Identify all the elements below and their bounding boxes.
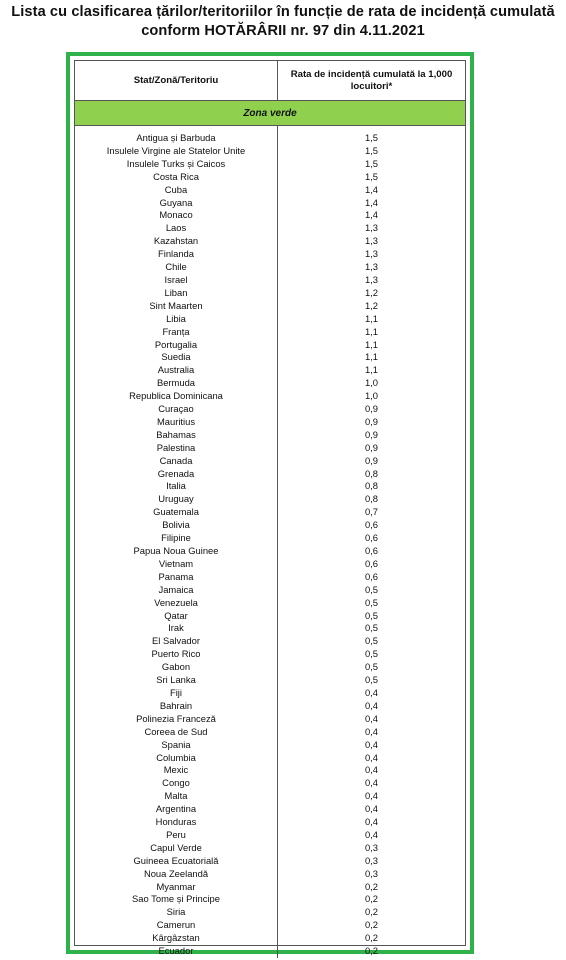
table-row: [75, 222, 465, 235]
country-cell: Coreea de Sud: [75, 726, 278, 739]
country-cell: Grenada: [75, 468, 278, 481]
table-row: [75, 545, 465, 558]
table-row: [75, 932, 465, 945]
rate-cell: 0,6: [364, 532, 379, 544]
table-row: [75, 364, 465, 377]
rate-cell: 1,3: [364, 261, 379, 273]
table-row: [75, 300, 465, 313]
rate-cell: 0,2: [364, 945, 379, 957]
rate-cell: 0,5: [364, 583, 379, 595]
country-cell: Curaçao: [75, 403, 278, 416]
rate-cell: 0,5: [364, 609, 379, 621]
table-row: [75, 610, 465, 623]
table-row: [75, 339, 465, 352]
rate-cell: 0,4: [364, 725, 379, 737]
rate-cell: 0,4: [364, 790, 379, 802]
table-row: [75, 648, 465, 661]
table-header: [75, 61, 465, 101]
rate-cell: 1,1: [364, 325, 379, 337]
rate-cell: 1,5: [364, 170, 379, 182]
rate-cell: 0,6: [364, 557, 379, 569]
rate-cell: 1,3: [364, 248, 379, 260]
table-row: [75, 829, 465, 842]
rate-cell: 0,2: [364, 906, 379, 918]
table-row: [75, 390, 465, 403]
table-row: [75, 261, 465, 274]
rate-cell: 1,4: [364, 209, 379, 221]
country-cell: Vietnam: [75, 558, 278, 571]
column-header-rate: Rata de incidență cumulată la 1,000 locuitori*: [290, 68, 453, 92]
rate-cell: 1,4: [364, 183, 379, 195]
country-cell: Australia: [75, 364, 278, 377]
country-cell: Argentina: [75, 803, 278, 816]
table-row: [75, 351, 465, 364]
country-cell: Liban: [75, 287, 278, 300]
table-row: [75, 571, 465, 584]
country-cell: Myanmar: [75, 881, 278, 894]
country-cell: Fiji: [75, 687, 278, 700]
rate-cell: 0,3: [364, 867, 379, 879]
country-cell: Republica Dominicana: [75, 390, 278, 403]
table-row: [75, 906, 465, 919]
country-cell: Spania: [75, 739, 278, 752]
rate-cell: 1,5: [364, 132, 379, 143]
rate-cell: 0,4: [364, 803, 379, 815]
rate-cell: 0,9: [364, 403, 379, 415]
table-row: [75, 416, 465, 429]
table-row: [75, 506, 465, 519]
rate-cell: 1,1: [364, 338, 379, 350]
country-cell: Franța: [75, 326, 278, 339]
country-cell: Guyana: [75, 197, 278, 210]
table-row: [75, 739, 465, 752]
table-row: [75, 726, 465, 739]
table-row: [75, 713, 465, 726]
country-cell: Polinezia Franceză: [75, 713, 278, 726]
table-row: [75, 171, 465, 184]
table-row: [75, 777, 465, 790]
table-body: [75, 132, 465, 958]
country-cell: Congo: [75, 777, 278, 790]
country-cell: Bolivia: [75, 519, 278, 532]
country-cell: Jamaica: [75, 584, 278, 597]
country-cell: Bahrain: [75, 700, 278, 713]
rate-cell: 1,3: [364, 235, 379, 247]
table-row: [75, 584, 465, 597]
table-row: [75, 132, 465, 145]
table-row: [75, 597, 465, 610]
table-row: [75, 145, 465, 158]
table-row: [75, 868, 465, 881]
country-cell: Antigua și Barbuda: [75, 132, 278, 145]
table-row: [75, 855, 465, 868]
rate-cell: 1,2: [364, 286, 379, 298]
rate-cell: 1,2: [364, 299, 379, 311]
table-row: [75, 816, 465, 829]
table-row: [75, 455, 465, 468]
rate-cell: 0,2: [364, 893, 379, 905]
country-cell: Laos: [75, 222, 278, 235]
table-row: [75, 519, 465, 532]
rate-cell: 1,1: [364, 312, 379, 324]
rate-cell: 0,4: [364, 828, 379, 840]
country-cell: Bahamas: [75, 429, 278, 442]
rate-cell: 0,4: [364, 686, 379, 698]
country-cell: Monaco: [75, 209, 278, 222]
table-row: [75, 532, 465, 545]
country-cell: Noua Zeelandă: [75, 868, 278, 881]
rate-cell: 0,7: [364, 506, 379, 518]
rate-cell: 0,4: [364, 764, 379, 776]
table-row: [75, 752, 465, 765]
rate-cell: 0,8: [364, 493, 379, 505]
table-row: [75, 248, 465, 261]
document-title: [0, 3, 566, 41]
rate-cell: 0,4: [364, 738, 379, 750]
classification-table: [74, 60, 466, 957]
table-row: [75, 274, 465, 287]
rate-cell: 0,3: [364, 854, 379, 866]
table-row: [75, 803, 465, 816]
country-cell: Venezuela: [75, 597, 278, 610]
table-row: [75, 881, 465, 894]
country-cell: Papua Noua Guinee: [75, 545, 278, 558]
rate-cell: 0,9: [364, 415, 379, 427]
table-row: [75, 235, 465, 248]
rate-cell: 1,1: [364, 351, 379, 363]
rate-cell: 0,6: [364, 570, 379, 582]
rate-cell: 0,8: [364, 480, 379, 492]
country-cell: Panama: [75, 571, 278, 584]
rate-cell: 1,3: [364, 273, 379, 285]
table-row: [75, 493, 465, 506]
country-cell: Sint Maarten: [75, 300, 278, 313]
table-row: [75, 764, 465, 777]
rate-cell: 0,4: [364, 712, 379, 724]
zone-verde-label: Zona verde: [75, 101, 465, 126]
country-cell: Gabon: [75, 661, 278, 674]
country-cell: Costa Rica: [75, 171, 278, 184]
country-cell: Uruguay: [75, 493, 278, 506]
rate-cell: 1,3: [364, 222, 379, 234]
country-cell: Irak: [75, 622, 278, 635]
country-cell: Insulele Turks și Caicos: [75, 158, 278, 171]
country-cell: Mexic: [75, 764, 278, 777]
table-row: [75, 377, 465, 390]
rate-cell: 0,8: [364, 467, 379, 479]
table-row: [75, 184, 465, 197]
rate-cell: 1,4: [364, 196, 379, 208]
table-row: [75, 687, 465, 700]
table-row: [75, 919, 465, 932]
table-row: [75, 842, 465, 855]
table-row: [75, 700, 465, 713]
country-cell: Sao Tome și Principe: [75, 893, 278, 906]
country-cell: Chile: [75, 261, 278, 274]
rate-cell: 0,9: [364, 428, 379, 440]
rate-cell: 0,9: [364, 454, 379, 466]
table-row: [75, 197, 465, 210]
country-cell: Insulele Virgine ale Statelor Unite: [75, 145, 278, 158]
table-row: [75, 429, 465, 442]
rate-cell: 1,1: [364, 364, 379, 376]
table-row: [75, 442, 465, 455]
rate-cell: 0,5: [364, 596, 379, 608]
country-cell: Finlanda: [75, 248, 278, 261]
country-cell: Capul Verde: [75, 842, 278, 855]
rate-cell: 1,5: [364, 157, 379, 169]
table-row: [75, 326, 465, 339]
table-row: [75, 558, 465, 571]
rate-cell: 0,5: [364, 635, 379, 647]
country-cell: Libia: [75, 313, 278, 326]
country-cell: Suedia: [75, 351, 278, 364]
rate-cell: 0,5: [364, 648, 379, 660]
country-cell: Malta: [75, 790, 278, 803]
country-cell: Kârgâzstan: [75, 932, 278, 945]
country-cell: Portugalia: [75, 339, 278, 352]
table-row: [75, 468, 465, 481]
country-cell: Filipine: [75, 532, 278, 545]
rate-cell: 0,2: [364, 919, 379, 931]
country-cell: Israel: [75, 274, 278, 287]
country-cell: Italia: [75, 480, 278, 493]
table-row: [75, 209, 465, 222]
rate-cell: 0,6: [364, 519, 379, 531]
country-cell: Qatar: [75, 610, 278, 623]
country-cell: Guatemala: [75, 506, 278, 519]
country-cell: Sri Lanka: [75, 674, 278, 687]
table-row: [75, 622, 465, 635]
rate-cell: 0,4: [364, 699, 379, 711]
rate-cell: 0,2: [364, 932, 379, 944]
country-cell: Columbia: [75, 752, 278, 765]
table-row: [75, 480, 465, 493]
table-row: [75, 674, 465, 687]
table-row: [75, 893, 465, 906]
country-cell: Peru: [75, 829, 278, 842]
rate-cell: 1,0: [364, 377, 379, 389]
country-cell: Mauritius: [75, 416, 278, 429]
country-cell: Cuba: [75, 184, 278, 197]
rate-cell: 0,5: [364, 674, 379, 686]
country-cell: Bermuda: [75, 377, 278, 390]
table-row: [75, 635, 465, 648]
rate-cell: 0,4: [364, 816, 379, 828]
rate-cell: 0,2: [364, 880, 379, 892]
country-cell: Palestina: [75, 442, 278, 455]
country-cell: Siria: [75, 906, 278, 919]
rate-cell: 1,5: [364, 144, 379, 156]
table-row: [75, 661, 465, 674]
rate-cell: 0,5: [364, 661, 379, 673]
title-line-1: Lista cu clasificarea țărilor/teritoriilor în funcție de rata de incidență cumulată: [11, 4, 555, 20]
country-cell: Ecuador: [75, 945, 278, 958]
rate-cell: 0,9: [364, 441, 379, 453]
rate-cell: 0,4: [364, 777, 379, 789]
table-row: [75, 790, 465, 803]
country-cell: Canada: [75, 455, 278, 468]
table-row: [75, 158, 465, 171]
rate-cell: 0,6: [364, 545, 379, 556]
column-divider: [277, 125, 278, 132]
table-row: [75, 945, 465, 958]
country-cell: Camerun: [75, 919, 278, 932]
title-line-2: conform HOTĂRÂRII nr. 97 din 4.11.2021: [141, 23, 425, 39]
table-row: [75, 313, 465, 326]
country-cell: Puerto Rico: [75, 648, 278, 661]
country-cell: El Salvador: [75, 635, 278, 648]
green-frame: [66, 52, 474, 957]
rate-cell: 0,5: [364, 622, 379, 634]
country-cell: Kazahstan: [75, 235, 278, 248]
table-row: [75, 403, 465, 416]
rate-cell: 0,4: [364, 751, 379, 763]
table-row: [75, 287, 465, 300]
rate-cell: 0,3: [364, 841, 379, 853]
column-header-country: Stat/Zonă/Teritoriu: [75, 61, 278, 100]
rate-cell: 1,0: [364, 390, 379, 402]
country-cell: Guineea Ecuatorială: [75, 855, 278, 868]
country-cell: Honduras: [75, 816, 278, 829]
